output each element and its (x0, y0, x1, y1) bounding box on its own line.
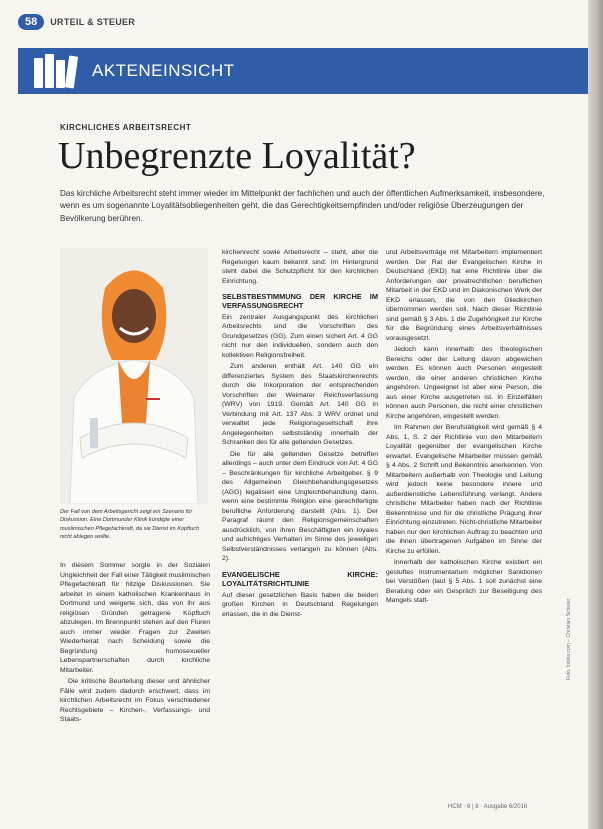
page-header (18, 12, 135, 32)
article-photo (60, 248, 208, 504)
banner-title: AKTENEINSICHT (92, 61, 235, 80)
photo-credit: Foto: fotolia.com – Christian Schwier (566, 598, 572, 680)
page-footer: HCM · 6 | 8 · Ausgabe 6/2016 (448, 804, 528, 810)
paragraph: Die kritische Beurteilung dieser und ähnlicher Fälle wird zudem dadurch erschwert, dass im kirchlichen Arbeitsrecht im Fokus verschiedener Rechtsgebiete – Kirchen-, Verfassungs- und Staats- (60, 678, 210, 723)
subheading: EVANGELISCHE KIRCHE: LOYALITÄTSRICHTLINIE (222, 569, 378, 589)
paragraph: In diesem Sommer sorgte in der Sozialen Ungleichheit der Fall einer Tätigkeit muslimischen Pflegefachkraft für hitzige Diskussionen. Sie arbeitet in einem katholischen Krankenhaus in Dortmund und weigerte sich, das von ihr aus religiösen Gründen getragene Kopftuch abzulegen. Im Brennpunkt stehen auf den Fluren auch immer wieder Fragen zur Zweiten Wiederheirat nach Scheidung sowie die Begründung homosexueller Lebenspartnerschaften durch kirchliche Mitarbeiter. (60, 562, 210, 674)
books-icon (32, 52, 78, 90)
paragraph: Zum anderen enthält Art. 140 GG ein differenziertes System des Staatskirchenrechts durch die Inkorporation der entsprechenden Vorschriften der Weimarer Reichsverfassung (WRV) von 1919. Gemäß Art. 140 GG in Verbindung mit Art. 137 Abs. 3 WRV ordnet und verwaltet jede Religionsgesellschaft ihre Angelegenheiten selbstständig innerhalb der Schranken des für alle geltenden Gesetzes. (222, 363, 378, 447)
section-banner (18, 48, 588, 94)
section-label: URTEIL & STEUER (50, 17, 136, 27)
paragraph: Jedoch kann innerhalb des theologischen Bereichs oder der Leitung davon abgewichen werden. Es können auch Personen eingestellt werden, die einer anderen christlichen Kirche angehören. Ungeeignet ist aber eine Person, die aus einer Kirche ausgetreten ist. In Einzelfällen können auch Personen, die nicht einer christlichen Kirche angehören, eingestellt werden. (386, 346, 542, 420)
page-spine (588, 0, 603, 829)
text-column-3 (386, 248, 542, 608)
article-title: Unbegrenzte Loyalität? (58, 135, 416, 177)
subheading: SELBSTBESTIMMUNG DER KIRCHE IM VERFASSUNGSRECHT (222, 292, 378, 311)
paragraph: Ein zentraler Ausgangspunkt des kirchlichen Arbeitsrechts sind die Vorschriften des Grundgesetzes (GG). Zum einen sichert Art. 4 GG nicht nur den individuellen, sondern auch den kollektiven Religionsfreiheit. (222, 313, 378, 359)
paragraph: Auf dieser gesetzlichen Basis haben die beiden großen Kirchen in Deutschland Regelungen erlassen, die in die Dienst- (222, 591, 378, 618)
text-column-1 (60, 561, 210, 727)
article-lead: Das kirchliche Arbeitsrecht steht immer wieder im Mittelpunkt der fachlichen und auch der öffentlichen Aufmerksamkeit, insbesondere, wenn es um sogenannte Loyalitätsobliegenheiten geht, die das Gerechtigkeitsempfinden und/oder religiöse Überzeugungen der Bevölkerung berühren. (60, 189, 545, 223)
paragraph: und Arbeitsverträge mit Mitarbeitern implementiert werden. Der Rat der Evangelischen Kirche in Deutschland (EKD) hat eine Richtlinie über die Anforderungen der privatrechtlichen beruflichen Mitarbeit in der EKD und im Diakonischen Werk der EKD erlassen, die von den Gliedkirchen übernommen werden soll. Nach dieser Richtlinie sind gemäß § 3 Abs. 1 die Zugehörigkeit zur Kirche für die Begründung eines Arbeitsverhältnisses vorausgesetzt. (386, 249, 542, 342)
paragraph: Die für alle geltenden Gesetze betreffen allerdings – auch unter dem Eindruck von Art. 4 GG – Beschränkungen für kirchliche Arbeitgeber. § 9 des Allgemeinen Gleichbehandlungsgesetzes (AGG) legalisiert eine Ungleichbehandlung dann, wenn eine bestimmte Religion eine gerechtfertigte berufliche Anforderung darstellt (Abs. 1). Der Paragraf räumt den Religionsgemeinschaften ausdrücklich, von ihren Beschäftigten ein loyales und aufrichtiges Verhalten im Sinne des jeweiligen Selbstverständnisses verlangen zu können (Abs. 2). (222, 450, 378, 563)
photo-caption: Der Fall von dem Arbeitsgericht zeigt ein Szenario für Diskussion. Eine Dortmunder Klinik kündigte einer muslimischen Pflegefachkraft, da sie Dienst im Kopftuch nicht ablegen wollte. (60, 509, 200, 540)
page-number: 58 (18, 14, 44, 30)
text-column-2 (222, 248, 378, 621)
paragraph: Innerhalb der katholischen Kirche existiert ein gestuftes Instrumentarium möglicher Sanktionen bei Verstößen (laut § 5 Abs. 1 soll zunächst eine Beratung oder ein Gespräch zur Beseitigung des Mangels statt- (386, 559, 542, 604)
article-kicker: KIRCHLICHES ARBEITSRECHT (60, 123, 192, 132)
paragraph: Im Rahmen der Berufstätigkeit wird gemäß § 4 Abs. 1, S. 2 der Richtlinie von den Mitarbeitern Loyalität gegenüber der evangelischen Kirche erwartet. Evangelische Mitarbeiter müssen gemäß § 4 Abs. 2 Schrift und Bekenntnis anerkennen. Von Mitarbeitern außerhalb von Theologie und Leitung wird jedoch keine besondere innere und außerdienstliche Lebensführung verlangt. Andere christliche Mitarbeiter haben nach der Richtlinie Bekenntnisse und für die christliche Prägung ihrer Einrichtung einzutreten. Nicht-christliche Mitarbeiter haben nur den kirchlichen Auftrag zu beachten und die ihnen übertragenen Aufgaben im Sinne der Kirche zu erfüllen. (386, 424, 542, 555)
nurse-photo-illustration (60, 248, 208, 504)
paragraph: kirchenrecht sowie Arbeitsrecht – steht, aber die Regelungen kaum bekannt sind. Im Hintergrund steht dabei die Schutzpflicht für den kirchlichen Einrichtung. (222, 249, 378, 285)
